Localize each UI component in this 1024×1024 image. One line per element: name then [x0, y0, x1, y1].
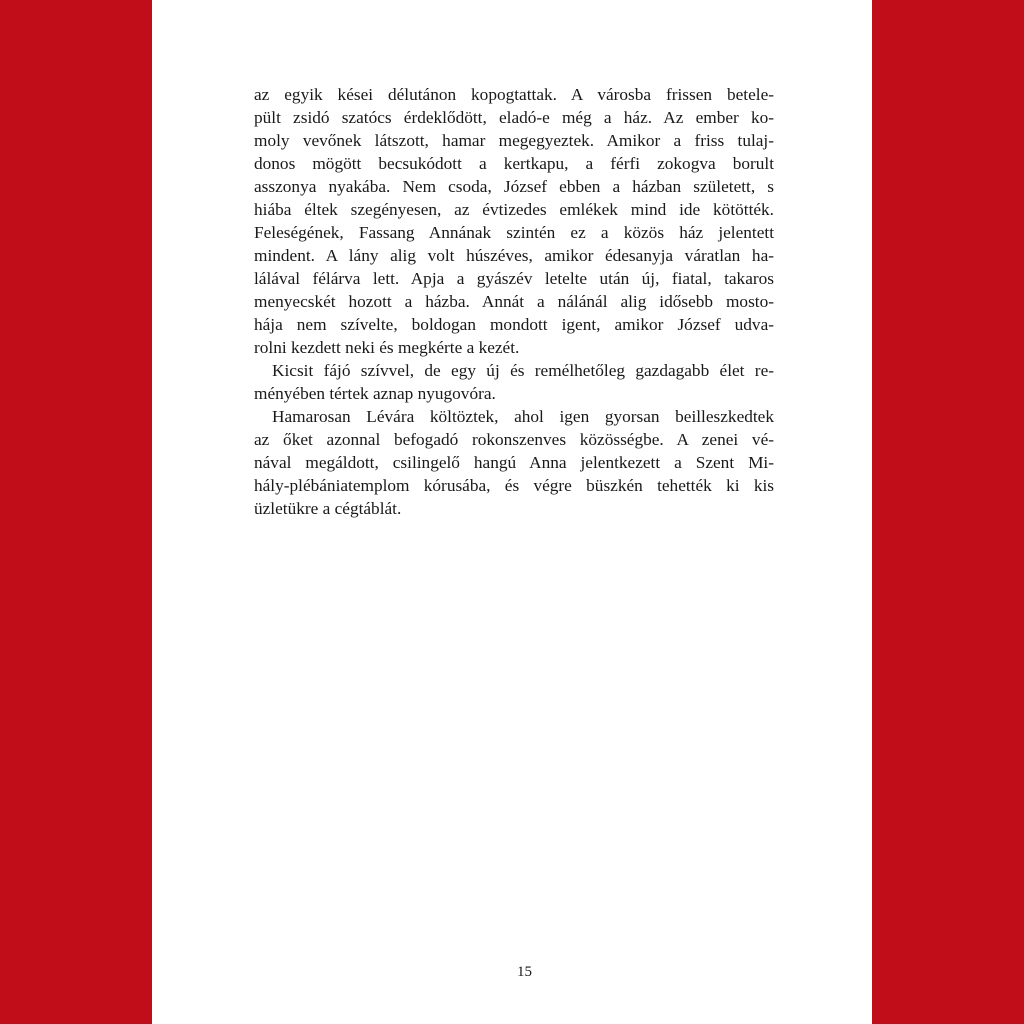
text-line: Feleségének, Fassang Annának szintén ez a közös ház jelentett — [254, 223, 774, 242]
text-line: asszonya nyakába. Nem csoda, József ebben a házban született, s — [254, 177, 774, 196]
text-line: hiába éltek szegényesen, az évtizedes emlékek mind ide kötötték. — [254, 200, 774, 219]
text-line: rolni kezdett neki és megkérte a kezét. — [254, 338, 520, 357]
text-line: menyecskét hozott a házba. Annát a nálánál alig idősebb mosto- — [254, 292, 774, 311]
text-line: lálával félárva lett. Apja a gyászév letelte után új, fiatal, takaros — [254, 269, 774, 288]
text-line: ményében tértek aznap nyugovóra. — [254, 384, 496, 403]
paragraph-start-line: Hamarosan Lévára költöztek, ahol igen gyorsan beilleszkedtek — [272, 407, 774, 426]
text-line: üzletükre a cégtáblát. — [254, 499, 402, 518]
body-text — [254, 83, 774, 520]
text-line: az egyik kései délutánon kopogtattak. A városba frissen betele- — [254, 85, 774, 104]
right-red-border — [872, 0, 1024, 1024]
text-line: pült zsidó szatócs érdeklődött, eladó-e még a ház. Az ember ko- — [254, 108, 774, 127]
text-line: moly vevőnek látszott, hamar megegyeztek. Amikor a friss tulaj- — [254, 131, 774, 150]
paragraph-start-line: Kicsit fájó szívvel, de egy új és remélhetőleg gazdagabb élet re- — [272, 361, 774, 380]
text-line: hája nem szívelte, boldogan mondott igent, amikor József udva- — [254, 315, 774, 334]
text-line: az őket azonnal befogadó rokonszenves közösségbe. A zenei vé- — [254, 430, 774, 449]
book-page — [152, 0, 872, 1024]
text-line: donos mögött becsukódott a kertkapu, a férfi zokogva borult — [254, 154, 774, 173]
page-number: 15 — [517, 964, 532, 980]
text-line: nával megáldott, csilingelő hangú Anna jelentkezett a Szent Mi- — [254, 453, 774, 472]
left-red-border — [0, 0, 152, 1024]
text-line: mindent. A lány alig volt húszéves, amikor édesanyja váratlan ha- — [254, 246, 774, 265]
text-line: hály-plébániatemplom kórusába, és végre büszkén tehették ki kis — [254, 476, 774, 495]
